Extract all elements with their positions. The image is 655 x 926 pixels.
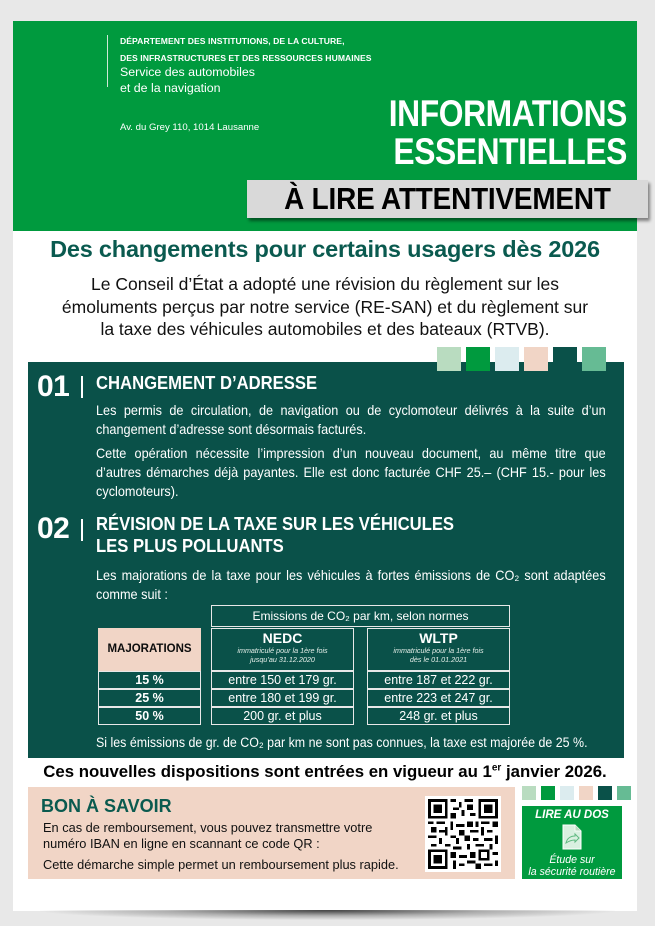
color-square: [560, 786, 574, 800]
section-number: 02: [37, 512, 70, 545]
section-paragraph: Les majorations de la taxe pour les véhicules à fortes émissions de CO₂ sont adaptées comme suit :: [96, 568, 606, 602]
table-cell-nedc: entre 180 et 199 gr.: [211, 689, 354, 707]
title: INFORMATIONS ESSENTIELLES: [388, 93, 627, 172]
main-panel: [28, 362, 624, 758]
table-cell-majoration: 15 %: [98, 671, 201, 689]
section-number-divider: [81, 519, 83, 541]
color-squares-small: [522, 786, 631, 800]
color-square: [598, 786, 612, 800]
section-paragraph: Cette opération nécessite l’impression d’un nouveau document, au même titre que d’autres démarches déjà payantes. Elle est donc facturée CHF 25.– (CHF 15.- pour les cyclomoteurs).: [96, 446, 606, 499]
intro-text: Le Conseil d’État a adopté une révision du règlement sur les émoluments perçus par notre service (RE-SAN) et du règlement sur la taxe des véhicules automobiles et des bateaux (RTVB).: [61, 274, 589, 339]
wltp-header: WLTP immatriculé pour la 1ère fois dès le 01.01.2021: [367, 628, 510, 671]
read-on-back-title: LIRE AU DOS: [535, 809, 609, 821]
service-name: Service des automobiles et de la navigation: [120, 65, 255, 95]
color-square: [582, 347, 606, 371]
read-carefully-banner: À LIRE ATTENTIVEMENT: [247, 180, 648, 218]
department-name: DÉPARTEMENT DES INSTITUTIONS, DE LA CULTURE, DES INFRASTRUCTURES ET DES RESSOURCES HUMAINES: [120, 36, 372, 63]
section-number: 01: [37, 370, 70, 403]
page-shadow: [40, 910, 615, 920]
read-on-back-box: [522, 806, 622, 879]
color-square: [495, 347, 519, 371]
color-squares: [437, 347, 606, 371]
page-turn-arrow-icon: [562, 824, 582, 850]
majorations-header: MAJORATIONS: [98, 628, 201, 671]
color-square: [524, 347, 548, 371]
qr-code-icon: [428, 799, 498, 869]
color-square: [466, 347, 490, 371]
good-to-know-text: En cas de remboursement, vous pouvez transmettre votre numéro IBAN en ligne en scannant ce code QR :: [43, 820, 373, 851]
table-cell-majoration: 25 %: [98, 689, 201, 707]
good-to-know-box: [28, 787, 515, 879]
read-on-back-subtitle: Étude sur la sécurité routière: [528, 854, 616, 878]
good-to-know-title: BON À SAVOIR: [41, 796, 172, 816]
color-square: [617, 786, 631, 800]
good-to-know-text: Cette démarche simple permet un remboursement plus rapide.: [43, 857, 399, 872]
header-divider: [107, 35, 108, 87]
headline: Des changements pour certains usagers dès 2026: [50, 236, 600, 262]
nedc-header: NEDC immatriculé pour la 1ère fois jusqu’au 31.12.2020: [211, 628, 354, 671]
qr-code[interactable]: [425, 796, 501, 872]
color-square: [437, 347, 461, 371]
table-cell-nedc: 200 gr. et plus: [211, 707, 354, 725]
color-square: [553, 347, 577, 371]
table-cell-majoration: 50 %: [98, 707, 201, 725]
table-cell-wltp: 248 gr. et plus: [367, 707, 510, 725]
section-paragraph: Les permis de circulation, de navigation ou de cyclomoteur délivrés à la suite d’un changement d’adresse sont désormais facturés.: [96, 403, 606, 437]
section-title: RÉVISION DE LA TAXE SUR LES VÉHICULES LES PLUS POLLUANTS: [96, 513, 455, 556]
table-cell-wltp: entre 187 et 222 gr.: [367, 671, 510, 689]
emissions-group-header: Emissions de CO₂ par km, selon normes: [211, 605, 510, 627]
table-cell-nedc: entre 150 et 179 gr.: [211, 671, 354, 689]
unknown-emissions-note: Si les émissions de gr. de CO₂ par km ne sont pas connues, la taxe est majorée de 25 %.: [96, 735, 588, 750]
section-number-divider: [81, 376, 83, 398]
section-title: CHANGEMENT D’ADRESSE: [96, 372, 318, 393]
color-square: [541, 786, 555, 800]
color-square: [579, 786, 593, 800]
color-square: [522, 786, 536, 800]
address: Av. du Grey 110, 1014 Lausanne: [120, 122, 260, 133]
effective-date-notice: Ces nouvelles dispositions sont entrées en vigueur au 1er janvier 2026.: [43, 762, 607, 781]
table-cell-wltp: entre 223 et 247 gr.: [367, 689, 510, 707]
